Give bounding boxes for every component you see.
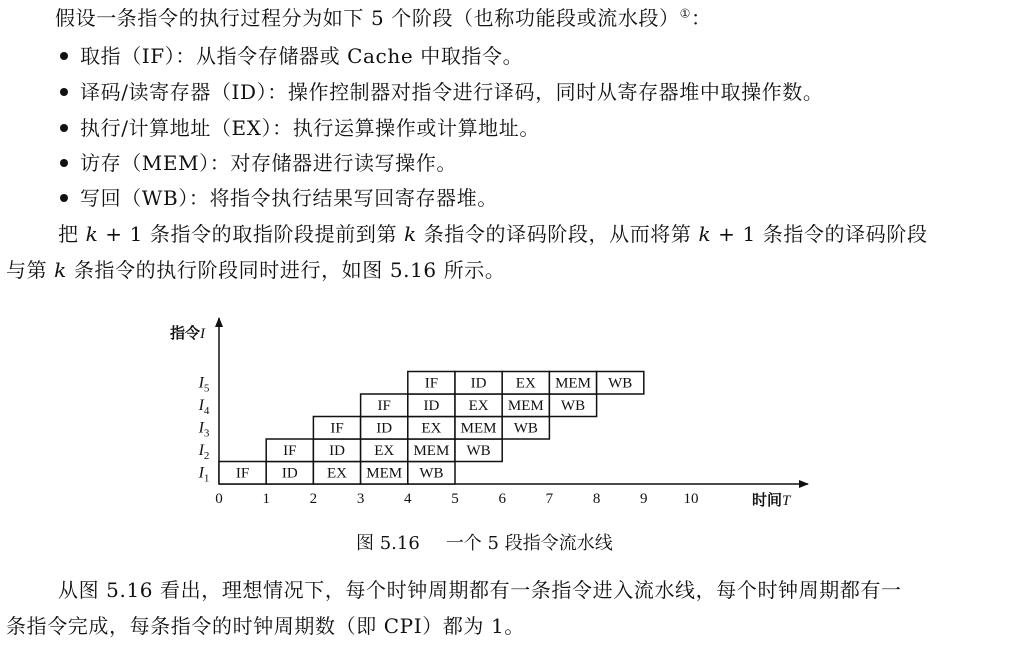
stage-label: EX xyxy=(421,420,442,437)
stage-label: EX xyxy=(327,465,347,482)
var-k: k xyxy=(698,222,712,246)
x-tick-label: 2 xyxy=(309,491,318,507)
stage-label: ID xyxy=(281,465,298,482)
stage-label: MEM xyxy=(555,375,591,392)
caption-text: 一个 5 段指令流水线 xyxy=(445,533,613,554)
x-tick-label: 8 xyxy=(592,491,601,507)
var-k: k xyxy=(85,222,99,246)
stage-label: IF xyxy=(283,443,297,460)
x-tick-label: 10 xyxy=(683,491,699,507)
instruction-label: $I_2$ xyxy=(198,442,210,463)
stage-label: MEM xyxy=(507,398,544,415)
x-tick-label: 1 xyxy=(262,491,270,507)
stage-label: ID xyxy=(470,375,487,392)
stage-label: WB xyxy=(466,443,491,460)
stage-label: ID xyxy=(376,420,393,437)
instruction-label: $I_1$ xyxy=(198,464,210,485)
var-k: k xyxy=(54,258,67,282)
figure-caption xyxy=(356,532,613,556)
stage-label: IF xyxy=(377,398,391,415)
stage-label: EX xyxy=(374,443,395,460)
footnote-mark: ① xyxy=(679,6,691,21)
stage-label: IF xyxy=(330,420,344,437)
intro-tail: ： xyxy=(691,6,712,30)
bullet-item-mem: 访存（MEM）：对存储器进行读写操作。 xyxy=(80,151,457,175)
para-text: 把 xyxy=(58,222,86,246)
bullet-item-id: 译码/读寄存器（ID）：操作控制器对指令进行译码，同时从寄存器堆中取操作数。 xyxy=(80,80,824,104)
y-axis-label: 指令I xyxy=(170,326,206,342)
paragraph-2-line-1: 从图 5.16 看出，理想情况下，每个时钟周期都有一条指令进入流水线，每个时钟周期都有一 xyxy=(58,578,902,602)
x-tick-label: 9 xyxy=(640,491,648,507)
stage-label: WB xyxy=(419,465,444,482)
x-tick-label: 3 xyxy=(356,491,365,507)
stage-label: IF xyxy=(424,375,439,392)
stage-label: MEM xyxy=(460,420,497,437)
instruction-labels xyxy=(198,375,210,485)
x-tick-labels xyxy=(215,491,698,507)
stage-label: MEM xyxy=(366,465,403,482)
stage-label: WB xyxy=(608,375,633,392)
stage-label: WB xyxy=(513,420,538,437)
para-text: 条指令的执行阶段同时进行，如图 5.16 所示。 xyxy=(66,258,506,282)
para-text: + 1 条指令的取指阶段提前到第 xyxy=(98,222,405,246)
instruction-label: $I_3$ xyxy=(198,419,210,440)
instruction-label: $I_5$ xyxy=(198,374,210,395)
stage-label: MEM xyxy=(413,443,450,460)
stage-label: EX xyxy=(515,375,536,392)
x-tick-label: 6 xyxy=(498,491,506,507)
bullet-item-ex: 执行/计算地址（EX）：执行运算操作或计算地址。 xyxy=(80,116,540,140)
x-tick-label: 7 xyxy=(545,491,554,507)
instruction-label: $I_4$ xyxy=(198,397,210,418)
x-axis-label: 时间T xyxy=(752,493,791,509)
bullet-item-if: 取指（IF）：从指令存储器或 Cache 中取指令。 xyxy=(80,44,524,68)
x-tick-label: 4 xyxy=(404,491,412,507)
x-tick-label: 0 xyxy=(215,491,223,507)
intro-text: 假设一条指令的执行过程分为如下 5 个阶段（也称功能段或流水段） xyxy=(55,6,680,30)
stage-label: ID xyxy=(329,443,345,460)
paragraph-2-line-2: 条指令完成，每条指令的时钟周期数（即 CPI）都为 1。 xyxy=(6,614,525,638)
para-text: 与第 xyxy=(6,258,55,282)
para-text: 条指令的译码阶段，从而将第 xyxy=(416,222,699,246)
stage-label: EX xyxy=(468,398,489,415)
stage-label: IF xyxy=(235,465,250,482)
bullet-item-wb: 写回（WB）：将指令执行结果写回寄存器堆。 xyxy=(80,186,498,210)
stage-label: WB xyxy=(560,398,586,415)
var-k: k xyxy=(404,222,417,246)
x-tick-label: 5 xyxy=(451,491,459,507)
para-text: + 1 条指令的译码阶段 xyxy=(711,222,928,246)
stage-label: ID xyxy=(423,398,440,415)
pipeline-cells xyxy=(219,372,644,485)
caption-number: 图 5.16 xyxy=(356,533,420,554)
